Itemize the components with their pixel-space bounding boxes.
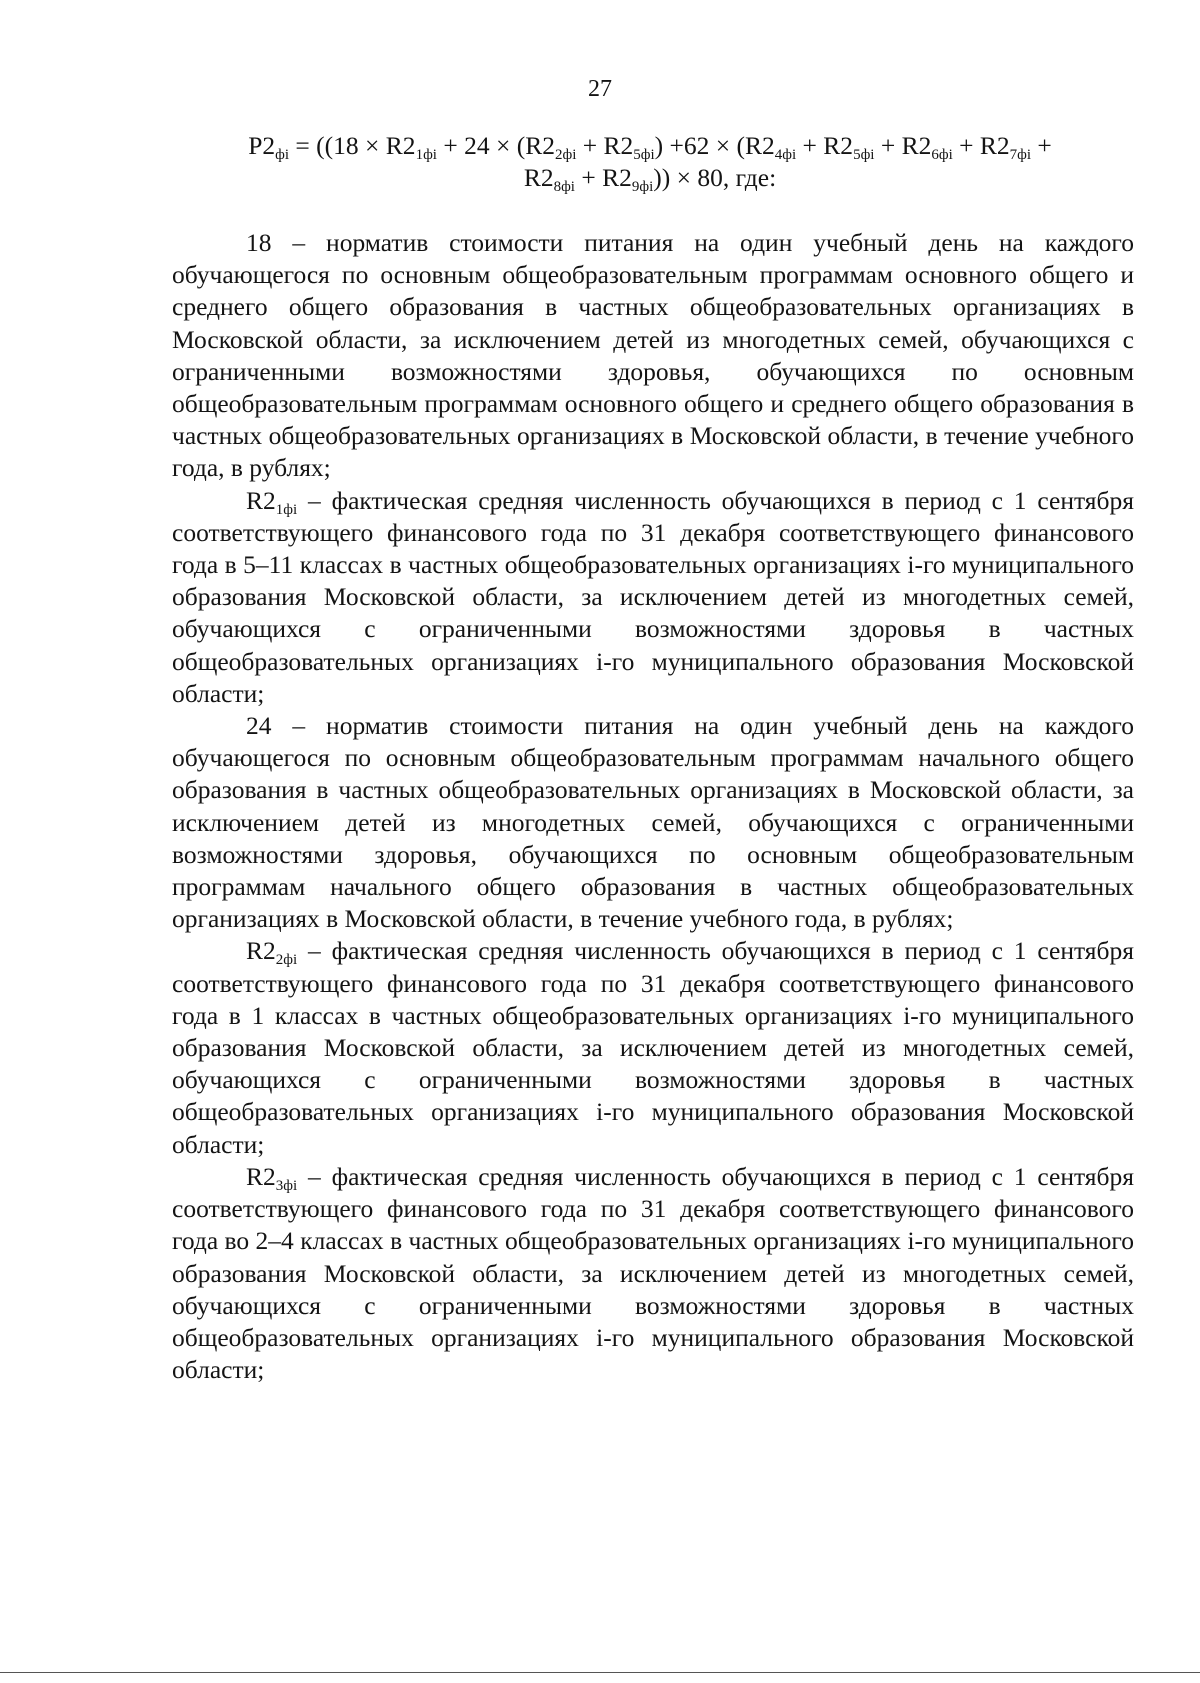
body-text [172,227,1134,1386]
formula-text: P2 [248,131,276,160]
paragraph-definition: – фактическая средняя численность обучающихся в период с 1 сентября соответствующего финансового года по 31 декабря соответствующего финансового года во 2–4 классах в частных общеобразовательных организациях i-го муниципального образования Московской области, за исключением детей из многодетных семей, обучающихся с ограниченными возможностями здоровья в частных общеобразовательных организациях i-го муниципального образования Московской области; [172,1161,1134,1385]
formula-subscript: 6фi [931,147,953,163]
formula-subscript: 5фi [853,147,875,163]
page-number: 27 [588,76,612,102]
paragraph-definition: – норматив стоимости питания на один учебный день на каждого обучающегося по основным общеобразовательным программам начального общего образования в частных общеобразовательных организациях в Московской области, за исключением детей из многодетных семей, обучающихся с ограниченными возможностями здоровья, обучающихся по основным общеобразовательным программам начального общего образования в частных общеобразовательных организациях в Московской области, в течение учебного года, в рублях; [172,711,1134,934]
formula-text: ) +62 × (R2 [654,131,775,160]
paragraph-term: R2 [246,936,276,966]
paragraph-term: R2 [246,1161,276,1191]
paragraph-term: 24 [246,711,272,741]
paragraph-term-subscript: 3фi [275,1177,298,1194]
formula-text: + [1031,131,1052,160]
paragraph [172,485,1134,710]
formula-text: = ((18 × R2 [289,131,416,160]
formula-subscript: 4фi [774,147,797,163]
formula-text: + R2 [574,163,632,192]
paragraph-term: 18 [246,228,272,257]
formula-line [172,162,1128,194]
bottom-rule [0,1672,1200,1673]
paragraph-term: R2 [246,485,276,515]
paragraph [172,1161,1134,1386]
paragraph [172,227,1134,485]
formula-text: + R2 [874,131,932,160]
formula-subscript: 7фi [1009,147,1032,163]
paragraph-term-subscript: 1фi [275,501,298,518]
formula-text: + 24 × (R2 [436,131,555,160]
formula-text: + R2 [796,131,854,160]
paragraph-definition: – фактическая средняя численность обучающихся в период с 1 сентября соответствующего финансового года по 31 декабря соответствующего финансового года в 5–11 классах в частных общеобразовательных организациях i-го муниципального образования Московской области, за исключением детей из многодетных семей, обучающихся с ограниченными возможностями здоровья в частных общеобразовательных организациях i-го муниципального образования Московской области; [172,485,1134,708]
formula-subscript: 9фi [631,179,654,195]
formula-subscript: фi [275,147,290,163]
formula-subscript: 5фi [633,147,655,163]
formula-text: )) × 80, где: [653,163,777,192]
paragraph-definition: – норматив стоимости питания на один учебный день на каждого обучающегося по основным общеобразовательным программам основного общего и среднего общего образования в частных общеобразовательных организациях в Московской области, за исключением детей из многодетных семей, обучающихся с ограниченными возможностями здоровья, обучающихся по основным общеобразовательным программам основного общего и среднего общего образования в частных общеобразовательных организациях в Московской области, в течение учебного года, в рублях; [172,228,1134,483]
paragraph-term-subscript: 2фi [275,952,298,969]
formula-text: R2 [523,163,554,192]
formula-subscript: 2фi [554,147,577,163]
paragraph-definition: – фактическая средняя численность обучающихся в период с 1 сентября соответствующего финансового года по 31 декабря соответствующего финансового года в 1 классах в частных общеобразовательных организациях i-го муниципального образования Московской области, за исключением детей из многодетных семей, обучающихся с ограниченными возможностями здоровья в частных общеобразовательных организациях i-го муниципального образования Московской области; [172,936,1134,1159]
formula-subscript: 8фi [553,179,575,195]
paragraph [172,935,1134,1160]
formula-line [172,130,1128,162]
formula-subscript: 1фi [415,147,437,163]
formula-text: + R2 [952,131,1010,160]
formula [172,130,1128,194]
formula-text: + R2 [576,131,634,160]
paragraph [172,710,1134,935]
